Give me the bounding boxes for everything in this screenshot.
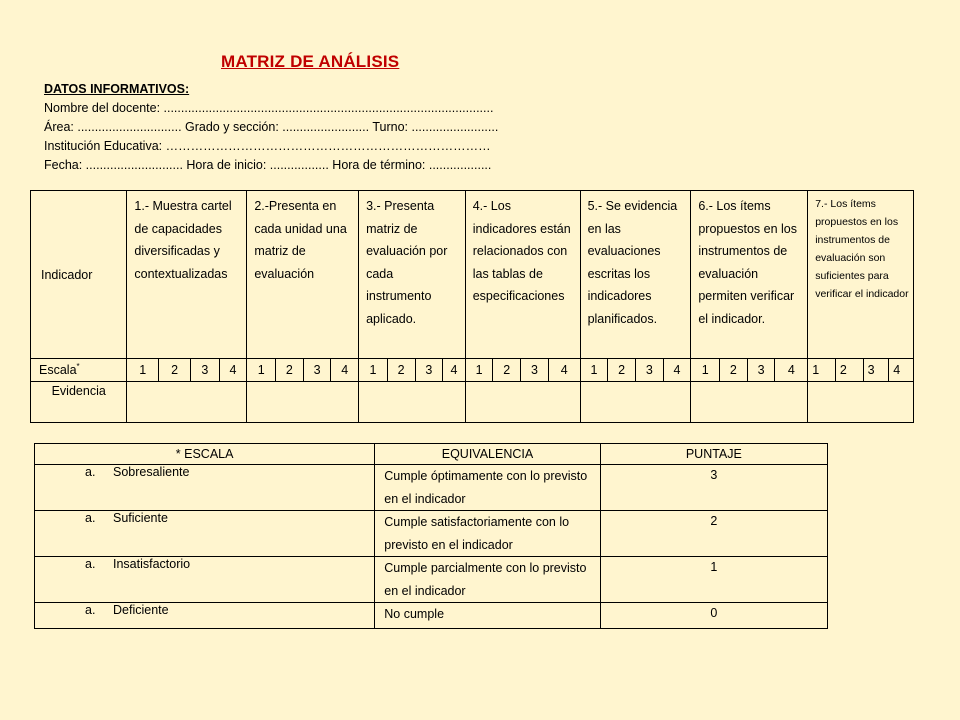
scale-cell[interactable]: 3 [521, 359, 549, 382]
puntaje-cell: 2 [600, 511, 827, 557]
level-cell [35, 603, 375, 629]
puntaje-col-header: PUNTAJE [600, 444, 827, 465]
level-name: Sobresaliente [113, 465, 190, 479]
scale-cell[interactable]: 4 [219, 359, 247, 382]
scale-cell[interactable]: 1 [247, 359, 276, 382]
criterion-7: 7.- Los ítems propuestos en los instrumentos de evaluación son suficientes para verificar el indicador [808, 191, 914, 359]
page-title: MATRIZ DE ANÁLISIS [221, 52, 400, 71]
equivalencia-cell: Cumple parcialmente con lo previsto en el indicador [375, 557, 600, 603]
scale-cell[interactable]: 1 [359, 359, 388, 382]
scale-cell[interactable]: 1 [808, 359, 836, 382]
scale-cell[interactable]: 2 [276, 359, 304, 382]
evidencia-cell[interactable] [359, 382, 466, 423]
scale-cell[interactable]: 4 [889, 359, 914, 382]
scale-cell[interactable]: 4 [663, 359, 691, 382]
table-row [35, 511, 828, 557]
scale-cell[interactable]: 3 [747, 359, 775, 382]
puntaje-cell: 0 [600, 603, 827, 629]
escala-label: Escala [39, 363, 77, 378]
equivalencia-cell: Cumple satisfactoriamente con lo previsto en el indicador [375, 511, 600, 557]
scale-cell[interactable]: 1 [580, 359, 608, 382]
level-name: Insatisfactorio [113, 557, 191, 571]
level-letter: a. [85, 603, 96, 617]
scale-cell[interactable]: 2 [720, 359, 748, 382]
escala-table [34, 443, 828, 629]
scale-cell[interactable]: 1 [127, 359, 159, 382]
evidencia-cell[interactable] [127, 382, 247, 423]
level-name: Suficiente [113, 511, 168, 525]
docente-line: Nombre del docente: ............................................................................................... [44, 101, 494, 115]
evidencia-label: Evidencia [31, 382, 127, 423]
scale-cell[interactable]: 2 [608, 359, 636, 382]
evidencia-row [31, 382, 914, 423]
scale-cell[interactable]: 2 [159, 359, 191, 382]
escala-col-header: * ESCALA [35, 444, 375, 465]
level-cell [35, 511, 375, 557]
equivalencia-cell: Cumple óptimamente con lo previsto en el indicador [375, 465, 600, 511]
scale-cell[interactable]: 3 [415, 359, 443, 382]
table-row [35, 603, 828, 629]
criteria-row [31, 191, 914, 359]
level-letter: a. [85, 465, 96, 479]
scale-cell[interactable]: 2 [835, 359, 863, 382]
scale-cell[interactable]: 3 [863, 359, 889, 382]
fecha-line: Fecha: ............................ Hora de inicio: ................. Hora de término: .................. [44, 158, 492, 172]
evidencia-cell[interactable] [247, 382, 359, 423]
scale-cell[interactable]: 4 [775, 359, 808, 382]
institucion-line: Institución Educativa: …………………………………………………………………… [44, 139, 491, 153]
table-row [35, 557, 828, 603]
scale-cell[interactable]: 4 [548, 359, 580, 382]
level-letter: a. [85, 557, 96, 571]
equivalencia-col-header: EQUIVALENCIA [375, 444, 600, 465]
evidencia-cell[interactable] [465, 382, 580, 423]
criterion-1: 1.- Muestra cartel de capacidades diversificadas y contextualizadas [127, 191, 247, 359]
scale-cell[interactable]: 4 [443, 359, 466, 382]
scale-cell[interactable]: 4 [331, 359, 359, 382]
scale-cell[interactable]: 1 [465, 359, 493, 382]
table-row [35, 465, 828, 511]
indicador-header: Indicador [31, 191, 127, 359]
datos-informativos [44, 80, 498, 175]
criterion-6: 6.- Los ítems propuestos en los instrumentos de evaluación permiten verificar el indicador. [691, 191, 808, 359]
criterion-2: 2.-Presenta en cada unidad una matriz de evaluación [247, 191, 359, 359]
scale-cell[interactable]: 1 [691, 359, 720, 382]
scale-cell[interactable]: 2 [387, 359, 415, 382]
level-cell [35, 557, 375, 603]
escala-label-cell [31, 359, 127, 382]
scale-cell[interactable]: 3 [635, 359, 663, 382]
puntaje-cell: 1 [600, 557, 827, 603]
equivalencia-cell: No cumple [375, 603, 600, 629]
criterion-4: 4.- Los indicadores están relacionados con las tablas de especificaciones [465, 191, 580, 359]
area-line: Área: .............................. Grado y sección: ......................... Turno: ......................... [44, 120, 499, 134]
datos-heading: DATOS INFORMATIVOS: [44, 82, 190, 96]
matriz-table [30, 190, 914, 423]
escala-header-row [35, 444, 828, 465]
scale-cell[interactable]: 2 [493, 359, 521, 382]
evidencia-cell[interactable] [808, 382, 914, 423]
escala-mark: * [76, 362, 80, 372]
escala-row [31, 359, 914, 382]
criterion-5: 5.- Se evidencia en las evaluaciones escritas los indicadores planificados. [580, 191, 691, 359]
scale-cell[interactable]: 3 [303, 359, 331, 382]
level-name: Deficiente [113, 603, 169, 617]
criterion-3: 3.- Presenta matriz de evaluación por cada instrumento aplicado. [359, 191, 466, 359]
level-letter: a. [85, 511, 96, 525]
evidencia-cell[interactable] [580, 382, 691, 423]
evidencia-cell[interactable] [691, 382, 808, 423]
puntaje-cell: 3 [600, 465, 827, 511]
scale-cell[interactable]: 3 [190, 359, 219, 382]
level-cell [35, 465, 375, 511]
